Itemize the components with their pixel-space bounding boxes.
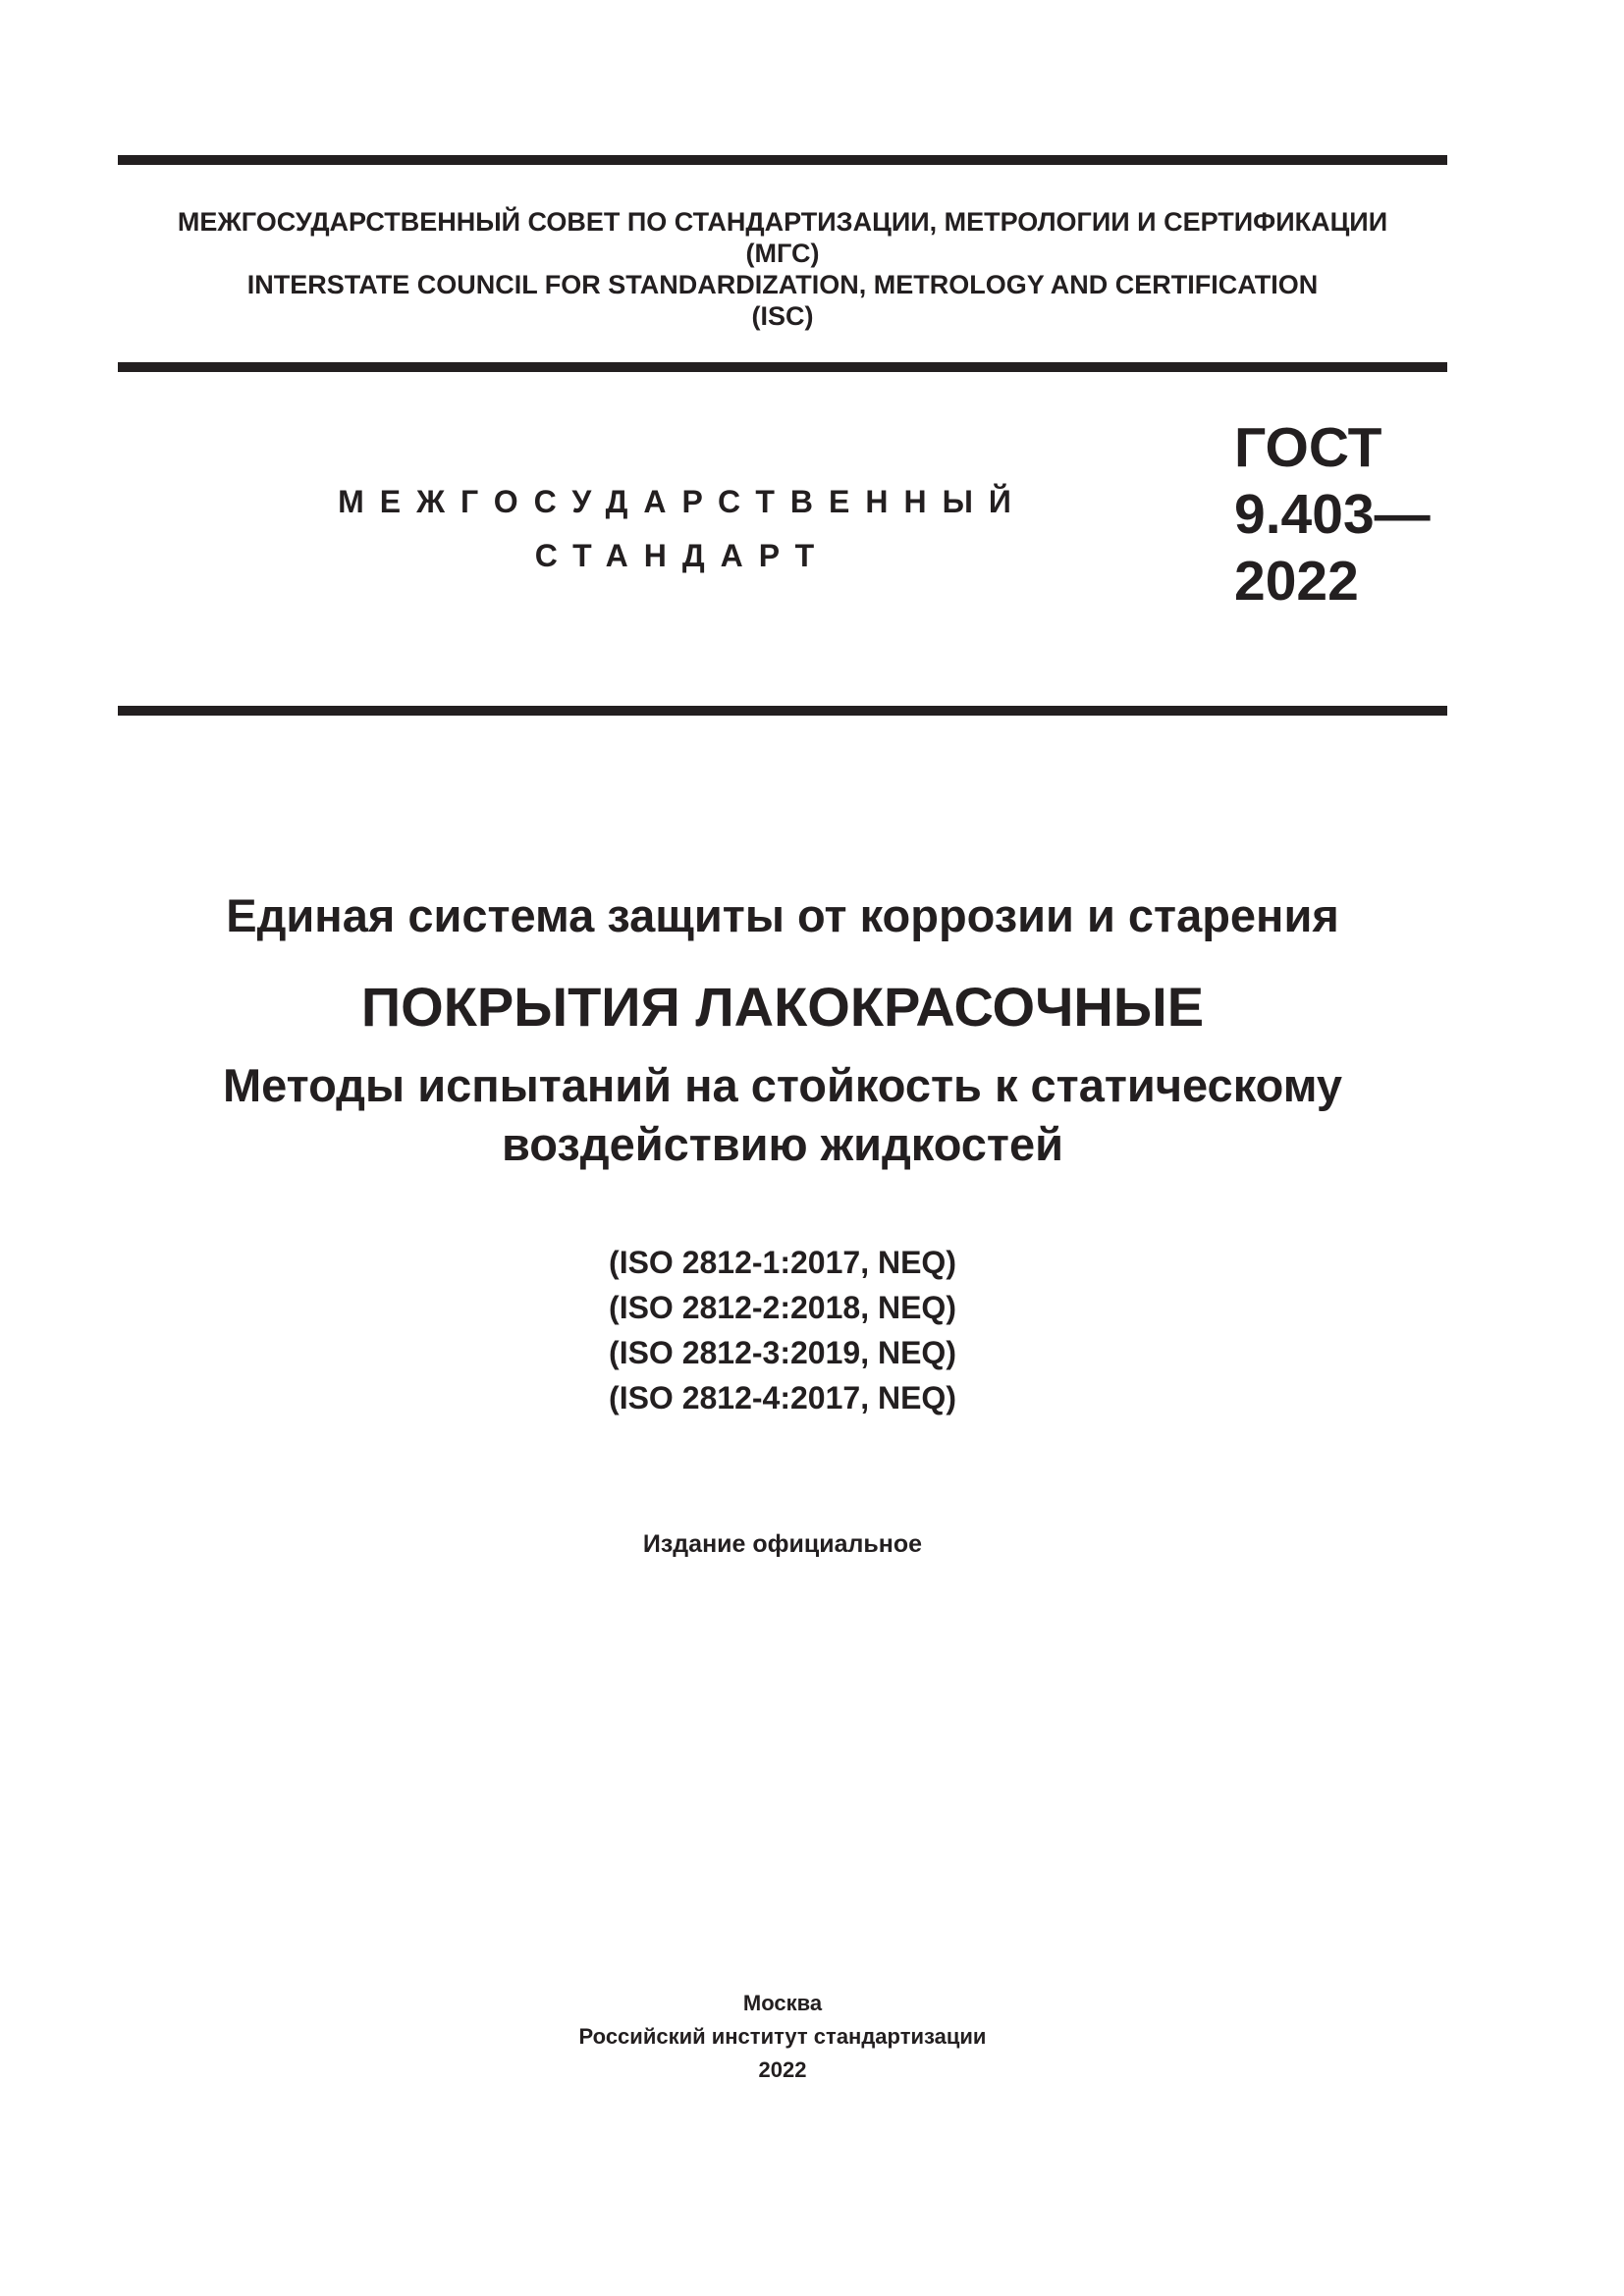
subtitle-line1: Методы испытаний на стойкость к статическому (223, 1059, 1342, 1111)
council-en-name: INTERSTATE COUNCIL FOR STANDARDIZATION, METROLOGY AND CERTIFICATION (246, 270, 1319, 299)
standard-designation (1234, 414, 1431, 614)
subtitle-line2: воздействию жидкостей (502, 1118, 1063, 1170)
top-divider (118, 155, 1447, 165)
imprint-city: Москва (742, 1991, 823, 2015)
designation-prefix: ГОСТ (1234, 416, 1382, 479)
imprint-year: 2022 (758, 2057, 807, 2082)
council-ru-abbr: (МГС) (745, 239, 820, 268)
imprint (118, 1987, 1447, 2087)
imprint-publisher: Российский институт стандартизации (578, 2024, 987, 2049)
standard-kind (324, 475, 1041, 583)
designation-number: 9.403— (1234, 483, 1431, 546)
council-ru-name: МЕЖГОСУДАРСТВЕННЫЙ СОВЕТ ПО СТАНДАРТИЗАЦИИ, МЕТРОЛОГИИ И СЕРТИФИКАЦИИ (177, 207, 1388, 237)
iso-references (118, 1240, 1447, 1420)
council-en-abbr: (ISC) (751, 301, 814, 331)
iso-reference: (ISO 2812-4:2017, NEQ) (609, 1380, 956, 1415)
designation-divider (118, 706, 1447, 716)
header-divider (118, 362, 1447, 372)
edition-note: Издание официальное (642, 1530, 923, 1558)
iso-reference: (ISO 2812-3:2019, NEQ) (609, 1335, 956, 1370)
standard-kind-line2: СТАНДАРТ (534, 538, 831, 573)
designation-year: 2022 (1234, 550, 1359, 613)
standard-kind-line1: МЕЖГОСУДАРСТВЕННЫЙ (338, 484, 1027, 519)
series-title: Единая система защиты от коррозии и старения (226, 889, 1339, 941)
iso-reference: (ISO 2812-2:2018, NEQ) (609, 1290, 956, 1325)
council-header (118, 206, 1447, 332)
main-title: ПОКРЫТИЯ ЛАКОКРАСОЧНЫЕ (360, 976, 1205, 1038)
iso-reference: (ISO 2812-1:2017, NEQ) (609, 1245, 956, 1280)
document-title-block (118, 874, 1447, 1174)
